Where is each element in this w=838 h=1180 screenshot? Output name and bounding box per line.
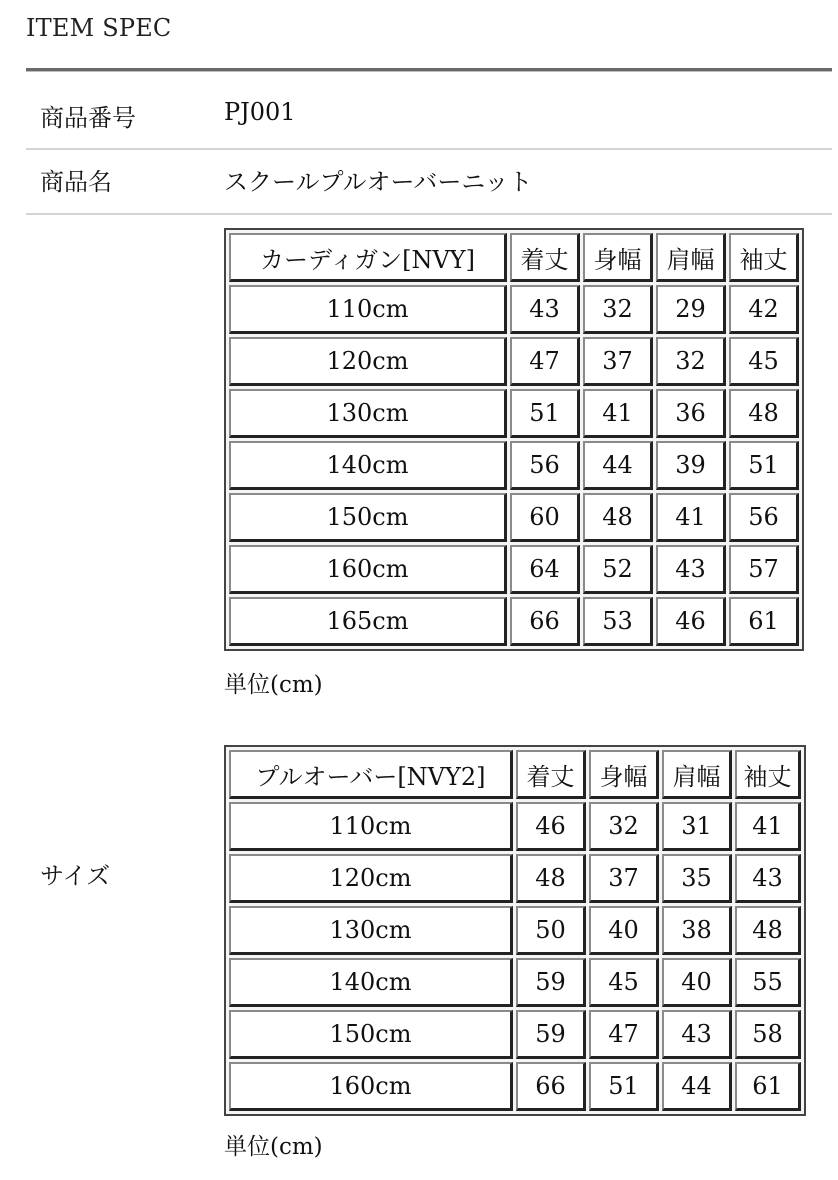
table-row: [229, 958, 801, 1007]
table-header-cell: 着丈: [516, 750, 586, 799]
table-cell: 150cm: [229, 493, 507, 542]
table-cell: 45: [729, 337, 799, 386]
table-cell: 44: [583, 441, 653, 490]
heading-rule-shadow: [26, 71, 832, 72]
table-cell: 61: [729, 597, 799, 646]
table-cell: 66: [510, 597, 580, 646]
table-cell: 46: [516, 802, 586, 851]
table-row: [229, 1062, 801, 1111]
table-cell: 110cm: [229, 802, 513, 851]
table-header-cell: プルオーバー[NVY2]: [229, 750, 513, 799]
table-cell: 60: [510, 493, 580, 542]
table-cell: 45: [589, 958, 659, 1007]
table-cell: 120cm: [229, 337, 507, 386]
item-number-label: 商品番号: [40, 104, 136, 132]
table-cell: 46: [656, 597, 726, 646]
table-cell: 43: [510, 285, 580, 334]
table-row: [229, 285, 799, 334]
table-cell: 160cm: [229, 1062, 513, 1111]
table-header-cell: 着丈: [510, 233, 580, 282]
table-cell: 40: [662, 958, 732, 1007]
table-cell: 160cm: [229, 545, 507, 594]
table-cell: 140cm: [229, 441, 507, 490]
section-heading: ITEM SPEC: [26, 14, 172, 42]
item-number-value: PJ001: [224, 98, 296, 126]
table-row: [229, 337, 799, 386]
row-divider: [26, 213, 832, 215]
table-cell: 59: [516, 1010, 586, 1059]
table-cell: 51: [729, 441, 799, 490]
table-cell: 58: [735, 1010, 801, 1059]
table-row: [229, 906, 801, 955]
item-name-label: 商品名: [40, 168, 112, 196]
table-cell: 47: [510, 337, 580, 386]
table-cell: 110cm: [229, 285, 507, 334]
table-header-cell: 肩幅: [656, 233, 726, 282]
table-row: [229, 854, 801, 903]
table-row: [229, 389, 799, 438]
table-cell: 32: [589, 802, 659, 851]
table-cell: 32: [656, 337, 726, 386]
table-row: [229, 802, 801, 851]
table-cell: 51: [589, 1062, 659, 1111]
table-cell: 43: [656, 545, 726, 594]
size-label: サイズ: [40, 862, 111, 890]
table-cell: 140cm: [229, 958, 513, 1007]
table-cell: 32: [583, 285, 653, 334]
table-cell: 29: [656, 285, 726, 334]
table-cell: 66: [516, 1062, 586, 1111]
table-row: [229, 597, 799, 646]
table-cell: 47: [589, 1010, 659, 1059]
table-cell: 36: [656, 389, 726, 438]
table-cell: 59: [516, 958, 586, 1007]
table-header-row: [229, 233, 799, 282]
table-cell: 43: [735, 854, 801, 903]
table-cell: 39: [656, 441, 726, 490]
table-cell: 52: [583, 545, 653, 594]
table-cell: 31: [662, 802, 732, 851]
table-cell: 55: [735, 958, 801, 1007]
table-header-cell: カーディガン[NVY]: [229, 233, 507, 282]
table-cell: 40: [589, 906, 659, 955]
table-cell: 42: [729, 285, 799, 334]
table-header-cell: 袖丈: [735, 750, 801, 799]
table-cell: 64: [510, 545, 580, 594]
table-cell: 57: [729, 545, 799, 594]
table-header-row: [229, 750, 801, 799]
table-cell: 120cm: [229, 854, 513, 903]
table-header-cell: 身幅: [589, 750, 659, 799]
size-table-pullover: [224, 745, 806, 1116]
table-cell: 37: [583, 337, 653, 386]
table-cell: 41: [583, 389, 653, 438]
table-cell: 44: [662, 1062, 732, 1111]
table-row: [229, 545, 799, 594]
table-cell: 37: [589, 854, 659, 903]
table-cell: 130cm: [229, 906, 513, 955]
table-cell: 48: [583, 493, 653, 542]
table-cell: 56: [510, 441, 580, 490]
table-cell: 56: [729, 493, 799, 542]
table-cell: 41: [656, 493, 726, 542]
table-cell: 38: [662, 906, 732, 955]
table-row: [229, 441, 799, 490]
unit-note: 単位(cm): [224, 672, 323, 698]
table-row: [229, 1010, 801, 1059]
unit-note: 単位(cm): [224, 1134, 323, 1160]
item-name-value: スクールプルオーバーニット: [224, 168, 533, 196]
size-table-cardigan: [224, 228, 804, 651]
table-cell: 48: [516, 854, 586, 903]
table-row: [229, 493, 799, 542]
table-cell: 48: [729, 389, 799, 438]
table-header-cell: 身幅: [583, 233, 653, 282]
table-cell: 43: [662, 1010, 732, 1059]
table-cell: 165cm: [229, 597, 507, 646]
table-cell: 35: [662, 854, 732, 903]
table-cell: 61: [735, 1062, 801, 1111]
table-header-cell: 袖丈: [729, 233, 799, 282]
table-cell: 41: [735, 802, 801, 851]
table-cell: 48: [735, 906, 801, 955]
table-cell: 51: [510, 389, 580, 438]
table-cell: 130cm: [229, 389, 507, 438]
table-cell: 50: [516, 906, 586, 955]
table-cell: 53: [583, 597, 653, 646]
table-header-cell: 肩幅: [662, 750, 732, 799]
row-divider: [26, 148, 832, 150]
table-cell: 150cm: [229, 1010, 513, 1059]
